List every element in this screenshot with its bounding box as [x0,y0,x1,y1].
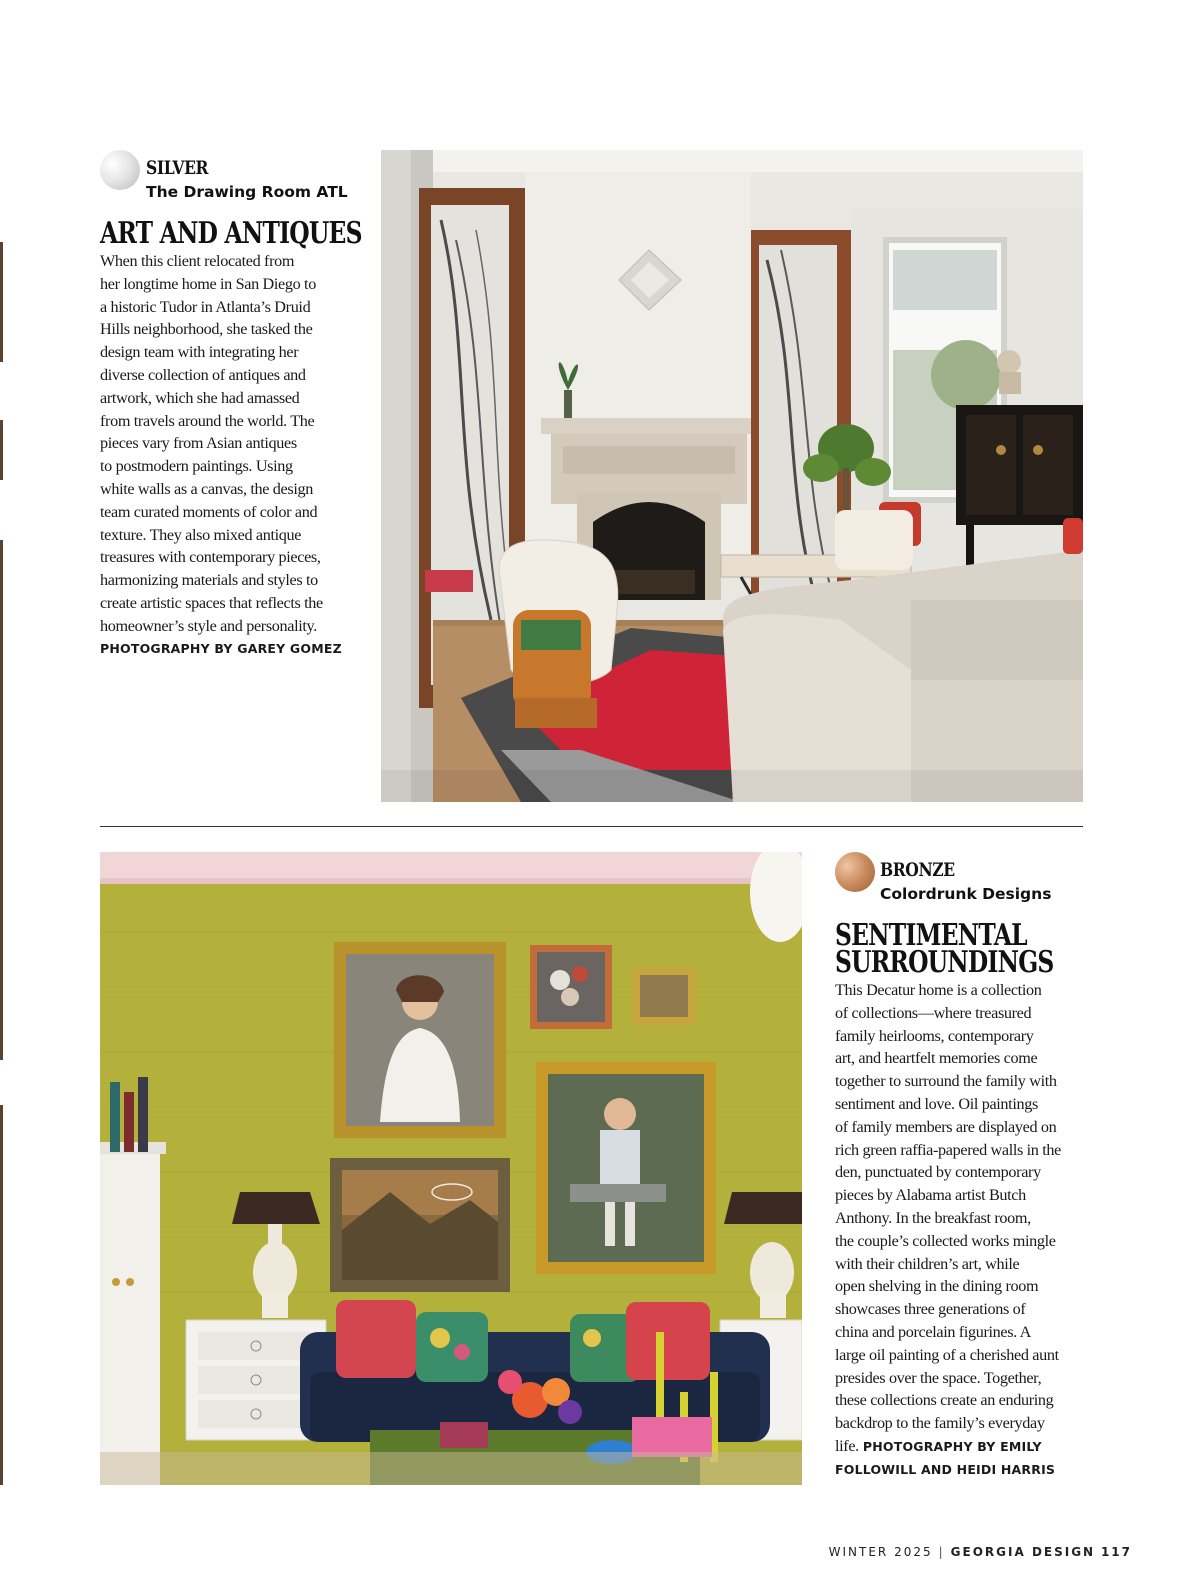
body-line: treasures with contemporary pieces, [100,548,321,567]
page-number: 117 [1100,1545,1132,1559]
body-line: artwork, which she had amassed [100,388,300,407]
body-line: den, punctuated by contemporary [835,1163,1041,1182]
body-line: these collections create an enduring [835,1391,1054,1410]
firm-name: The Drawing Room ATL [146,183,348,201]
body-line: with their children’s art, while [835,1254,1020,1273]
body-line: large oil painting of a cherished aunt [835,1345,1059,1364]
body-line: homeowner’s style and personality. [100,616,317,635]
body-line: backdrop to the family’s everyday [835,1414,1045,1433]
issue-label: WINTER 2025 [828,1545,933,1559]
body-line: design team with integrating her [100,343,299,362]
award-tier-bronze: BRONZE [880,859,955,881]
body-line: presides over the space. Together, [835,1368,1042,1387]
body-line: pieces by Alabama artist Butch [835,1186,1026,1205]
body-line: diverse collection of antiques and [100,365,306,384]
gutter-strip [0,242,3,362]
firm-name: Colordrunk Designs [880,885,1052,903]
body-line: a historic Tudor in Atlanta’s Druid [100,297,311,316]
article-body-bottom [835,979,1097,1482]
living-room-photo [381,150,1083,802]
section-divider [100,826,1083,827]
body-line: the couple’s collected works mingle [835,1231,1056,1250]
headline-sentimental-surroundings [835,918,1054,980]
body-line: family heirlooms, contemporary [835,1026,1034,1045]
body-line: team curated moments of color and [100,502,318,521]
body-line: pieces vary from Asian antiques [100,434,297,453]
gutter-strip [0,540,3,1060]
magazine-name: GEORGIA DESIGN [950,1545,1096,1559]
body-line: of collections—where treasured [835,1003,1032,1022]
den-photo [100,852,802,1485]
body-line-with-credit [835,1435,1097,1459]
body-line: Anthony. In the breakfast room, [835,1208,1031,1227]
folio-separator: | [938,1545,945,1559]
photo-credit-continued: FOLLOWILL AND HEIDI HARRIS [835,1461,1056,1477]
photo-credit: PHOTOGRAPHY BY GAREY GOMEZ [100,640,342,656]
body-line: create artistic spaces that reflects the [100,593,323,612]
body-line: white walls as a canvas, the design [100,479,313,498]
body-line: from travels around the world. The [100,411,315,430]
headline-art-and-antiques: ART AND ANTIQUES [100,216,362,251]
body-line: sentiment and love. Oil paintings [835,1094,1038,1113]
body-line-end: life. [835,1436,859,1455]
body-line: When this client relocated from [100,252,295,270]
body-line: her longtime home in San Diego to [100,274,316,293]
body-line: art, and heartfelt memories come [835,1049,1038,1068]
bronze-medal-icon [835,852,875,892]
body-line: harmonizing materials and styles to [100,571,318,590]
body-line: china and porcelain figurines. A [835,1322,1032,1341]
body-line: open shelving in the dining room [835,1277,1039,1296]
award-tier-silver: SILVER [146,157,209,179]
silver-medal-icon [100,150,140,190]
gutter-strip [0,420,3,480]
headline-line: SENTIMENTAL [835,918,1027,953]
body-line: rich green raffia-papered walls in the [835,1140,1061,1159]
body-line: of family members are displayed on [835,1117,1057,1136]
body-line: texture. They also mixed antique [100,525,302,544]
body-line: showcases three generations of [835,1300,1026,1319]
body-line: Hills neighborhood, she tasked the [100,320,313,339]
article-body-top [100,250,365,660]
body-line: This Decatur home is a collection [835,981,1042,999]
headline-line: SURROUNDINGS [835,945,1054,980]
gutter-strip [0,1105,3,1485]
page-folio [829,1545,1132,1559]
photo-credit: PHOTOGRAPHY BY EMILY [862,1438,1042,1454]
body-line: to postmodern paintings. Using [100,457,293,476]
body-line: together to surround the family with [835,1072,1057,1091]
